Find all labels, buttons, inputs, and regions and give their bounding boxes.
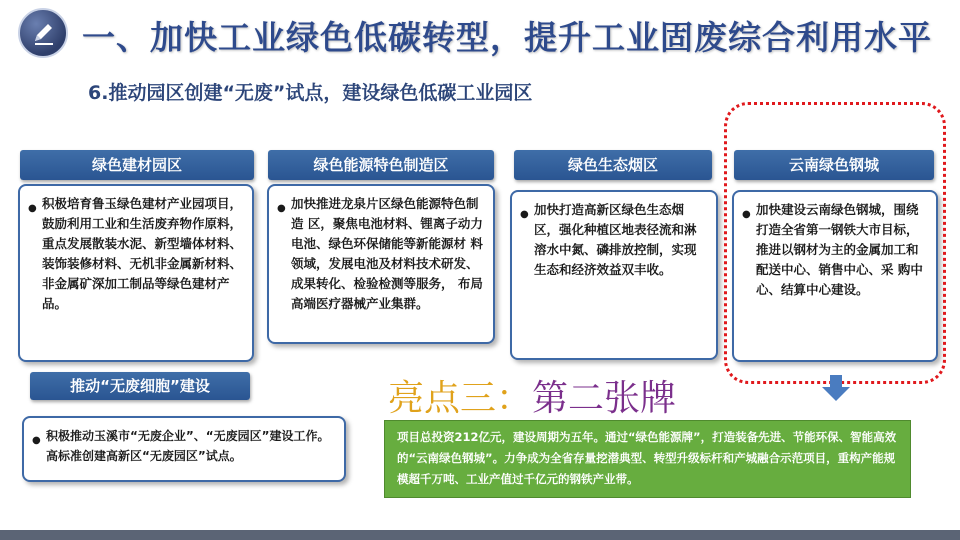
bullet-icon: ● [277,203,286,214]
category-text: 加快推进龙泉片区绿色能源特色制造 区，聚焦电池材料、锂离子动力电池、绿色环保储能等新能源材 料领域，发展电池及材料技术研发、成果转化、检验检测等服务， 布局高端医疗器械产业集群。 [291,196,483,311]
summary-box: 项目总投资212亿元，建设周期为五年。通过“绿色能源牌”，打造装备先进、节能环保、智能高效的“云南绿色钢城”。力争成为全省存量挖潜典型、转型升级标杆和产城融合示范项目，重构产能规模超千万吨、工业产值过千亿元的钢铁产业带。 [384,420,911,498]
category-card-green-energy [267,184,495,344]
page-title: 一、加快工业绿色低碳转型，提升工业固废综合利用水平 [82,18,932,57]
category-text: 加快打造高新区绿色生态烟区，强化种植区地表径流和淋溶水中氮、磷排放控制，实现生态和经济效益双丰收。 [534,202,697,277]
promote-header: 推动“无废细胞”建设 [30,372,250,400]
bullet-icon: ● [32,435,41,446]
category-text: 加快建设云南绿色钢城，围绕打造全省第一钢铁大市目标，推进以钢材为主的金属加工和配送中心、销售中心、采 购中心、结算中心建设。 [756,202,923,297]
pencil-icon [30,20,58,48]
category-header-steel-city: 云南绿色钢城 [734,150,934,180]
category-card-building-materials [18,184,254,362]
arrow-down-icon [822,375,850,401]
section-subtitle: 6.推动园区创建“无废”试点，建设绿色低碳工业园区 [88,82,533,104]
promote-text: 积极推动玉溪市“无废企业”、“无废园区”建设工作。高标准创建高新区“无废园区”试点。 [46,429,330,463]
category-header-green-energy: 绿色能源特色制造区 [268,150,494,180]
title-icon-badge [18,8,68,58]
highlight-title: 第二张牌 [532,378,677,419]
highlight-heading [388,370,676,421]
bullet-icon: ● [520,209,529,220]
category-text: 积极培育鲁玉绿色建材产业园项目，鼓励利用工业和生活废弃物作原料，重点发展散装水泥、新型墙体材料、装饰装修材料、无机非金属新材料、非金属矿深加工制品等绿色建材产品。 [42,196,243,311]
highlight-frame [724,102,946,384]
category-header-tobacco-zone: 绿色生态烟区 [514,150,712,180]
highlight-label: 亮点三： [388,378,533,419]
promote-card [22,416,346,482]
footer-bar [0,530,960,540]
category-header-building-materials: 绿色建材园区 [20,150,254,180]
bullet-icon: ● [742,209,751,220]
category-card-tobacco-zone [510,190,718,360]
bullet-icon: ● [28,203,37,214]
